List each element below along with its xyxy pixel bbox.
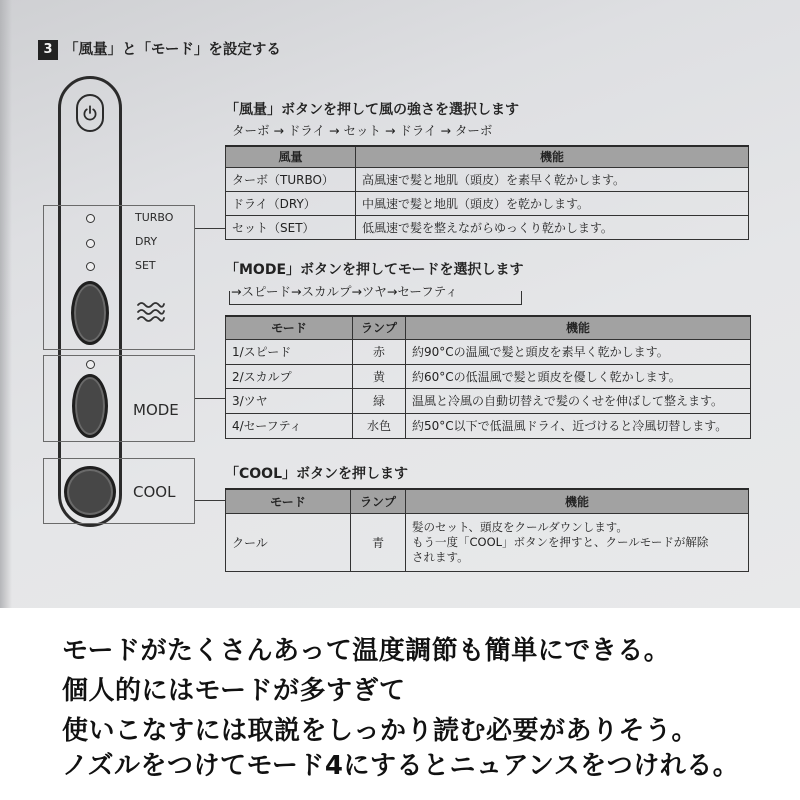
fan-speed-panel bbox=[43, 205, 195, 350]
table-header-cell: ランプ bbox=[351, 489, 406, 513]
fan-speed-function-cell: 低風速で髪を整えながらゆっくり乾かします。 bbox=[356, 215, 749, 239]
fan-speed-function-cell: 高風速で髪と地肌（頭皮）を素早く乾かします。 bbox=[356, 167, 749, 191]
caption-line: 使いこなすには取説をしっかり読む必要がありそう。 bbox=[62, 716, 699, 746]
cool-button-illustration bbox=[64, 466, 116, 518]
caption-line: ノズルをつけてモード4にするとニュアンスをつけれる。 bbox=[62, 751, 740, 781]
cool-function-line: されます。 bbox=[412, 549, 469, 564]
mode-label: MODE bbox=[133, 401, 179, 419]
table-header-cell: モード bbox=[226, 489, 351, 513]
cool-table bbox=[225, 488, 749, 572]
table-header-cell: 機能 bbox=[406, 316, 751, 339]
table-header-row bbox=[226, 316, 751, 339]
mode-button-illustration bbox=[72, 374, 108, 438]
table-header-row bbox=[226, 489, 749, 513]
cool-function-line: もう一度「COOL」ボタンを押すと、クールモードが解除 bbox=[412, 534, 709, 549]
cool-heading: 「COOL」ボタンを押します bbox=[225, 466, 408, 482]
turbo-label: TURBO bbox=[135, 211, 174, 224]
table-header-cell: 風量 bbox=[226, 146, 356, 167]
turbo-lamp bbox=[86, 214, 95, 223]
section-number-badge: 3 bbox=[38, 40, 58, 60]
mode-lamp-cell: 緑 bbox=[353, 388, 406, 413]
page-edge-shadow bbox=[0, 0, 12, 608]
fan-speed-heading: 「風量」ボタンを押して風の強さを選択します bbox=[225, 102, 519, 118]
table-header-cell: ランプ bbox=[353, 316, 406, 339]
mode-lamp-cell: 水色 bbox=[353, 413, 406, 438]
mode-lamp-cell: 黄 bbox=[353, 364, 406, 388]
table-row bbox=[226, 413, 751, 438]
fan-speed-sequence: ターボ → ドライ → セット → ドライ → ターボ bbox=[232, 123, 493, 138]
dry-lamp bbox=[86, 239, 95, 248]
table-header-cell: モード bbox=[226, 316, 353, 339]
mode-name-cell: 4/セーフティ bbox=[226, 413, 353, 438]
caption-area bbox=[0, 608, 800, 800]
mode-function-cell: 温風と冷風の自動切替えで髪のくせを伸ばして整えます。 bbox=[406, 388, 751, 413]
cool-function-cell bbox=[406, 513, 749, 571]
power-icon bbox=[82, 104, 98, 122]
table-row bbox=[226, 388, 751, 413]
table-row bbox=[226, 191, 749, 215]
mode-function-cell: 約60°Cの低温風で髪と頭皮を優しく乾かします。 bbox=[406, 364, 751, 388]
fan-speed-connector bbox=[195, 228, 225, 229]
cool-mode-cell: クール bbox=[226, 513, 351, 571]
section-title: 「風量」と「モード」を設定する bbox=[64, 42, 281, 58]
table-header-row bbox=[226, 146, 749, 167]
mode-heading: 「MODE」ボタンを押してモードを選択します bbox=[225, 262, 524, 278]
table-header-cell: 機能 bbox=[356, 146, 749, 167]
table-row bbox=[226, 215, 749, 239]
table-row bbox=[226, 364, 751, 388]
power-button-illustration bbox=[76, 94, 104, 132]
cool-label: COOL bbox=[133, 483, 176, 501]
mode-name-cell: 3/ツヤ bbox=[226, 388, 353, 413]
set-label: SET bbox=[135, 259, 156, 272]
fan-speed-function-cell: 中風速で髪と地肌（頭皮）を乾かします。 bbox=[356, 191, 749, 215]
caption-line: 個人的にはモードが多すぎて bbox=[62, 676, 406, 706]
table-row bbox=[226, 167, 749, 191]
wind-icon bbox=[136, 298, 166, 326]
table-header-cell: 機能 bbox=[406, 489, 749, 513]
mode-name-cell: 2/スカルプ bbox=[226, 364, 353, 388]
fan-speed-table bbox=[225, 145, 749, 240]
mode-lamp bbox=[86, 360, 95, 369]
mode-function-cell: 約90°Cの温風で髪と頭皮を素早く乾かします。 bbox=[406, 339, 751, 364]
mode-lamp-cell: 赤 bbox=[353, 339, 406, 364]
mode-connector bbox=[195, 398, 225, 399]
cool-connector bbox=[195, 500, 225, 501]
mode-table bbox=[225, 315, 751, 439]
table-row bbox=[226, 513, 749, 571]
fan-speed-level-cell: セット（SET） bbox=[226, 215, 356, 239]
cool-function-line: 髪のセット、頭皮をクールダウンします。 bbox=[412, 519, 628, 534]
mode-name-cell: 1/スピード bbox=[226, 339, 353, 364]
fan-speed-level-cell: ドライ（DRY） bbox=[226, 191, 356, 215]
caption-line: モードがたくさんあって温度調節も簡単にできる。 bbox=[62, 636, 671, 666]
set-lamp bbox=[86, 262, 95, 271]
dry-label: DRY bbox=[135, 235, 158, 248]
mode-sequence: →スピード→スカルプ→ツヤ→セーフティ bbox=[231, 284, 458, 299]
fan-speed-level-cell: ターボ（TURBO） bbox=[226, 167, 356, 191]
mode-panel bbox=[43, 355, 195, 442]
table-row bbox=[226, 339, 751, 364]
cool-lamp-cell: 青 bbox=[351, 513, 406, 571]
mode-function-cell: 約50°C以下で低温風ドライ、近づけると冷風切替します。 bbox=[406, 413, 751, 438]
fan-speed-button-illustration bbox=[71, 281, 109, 345]
